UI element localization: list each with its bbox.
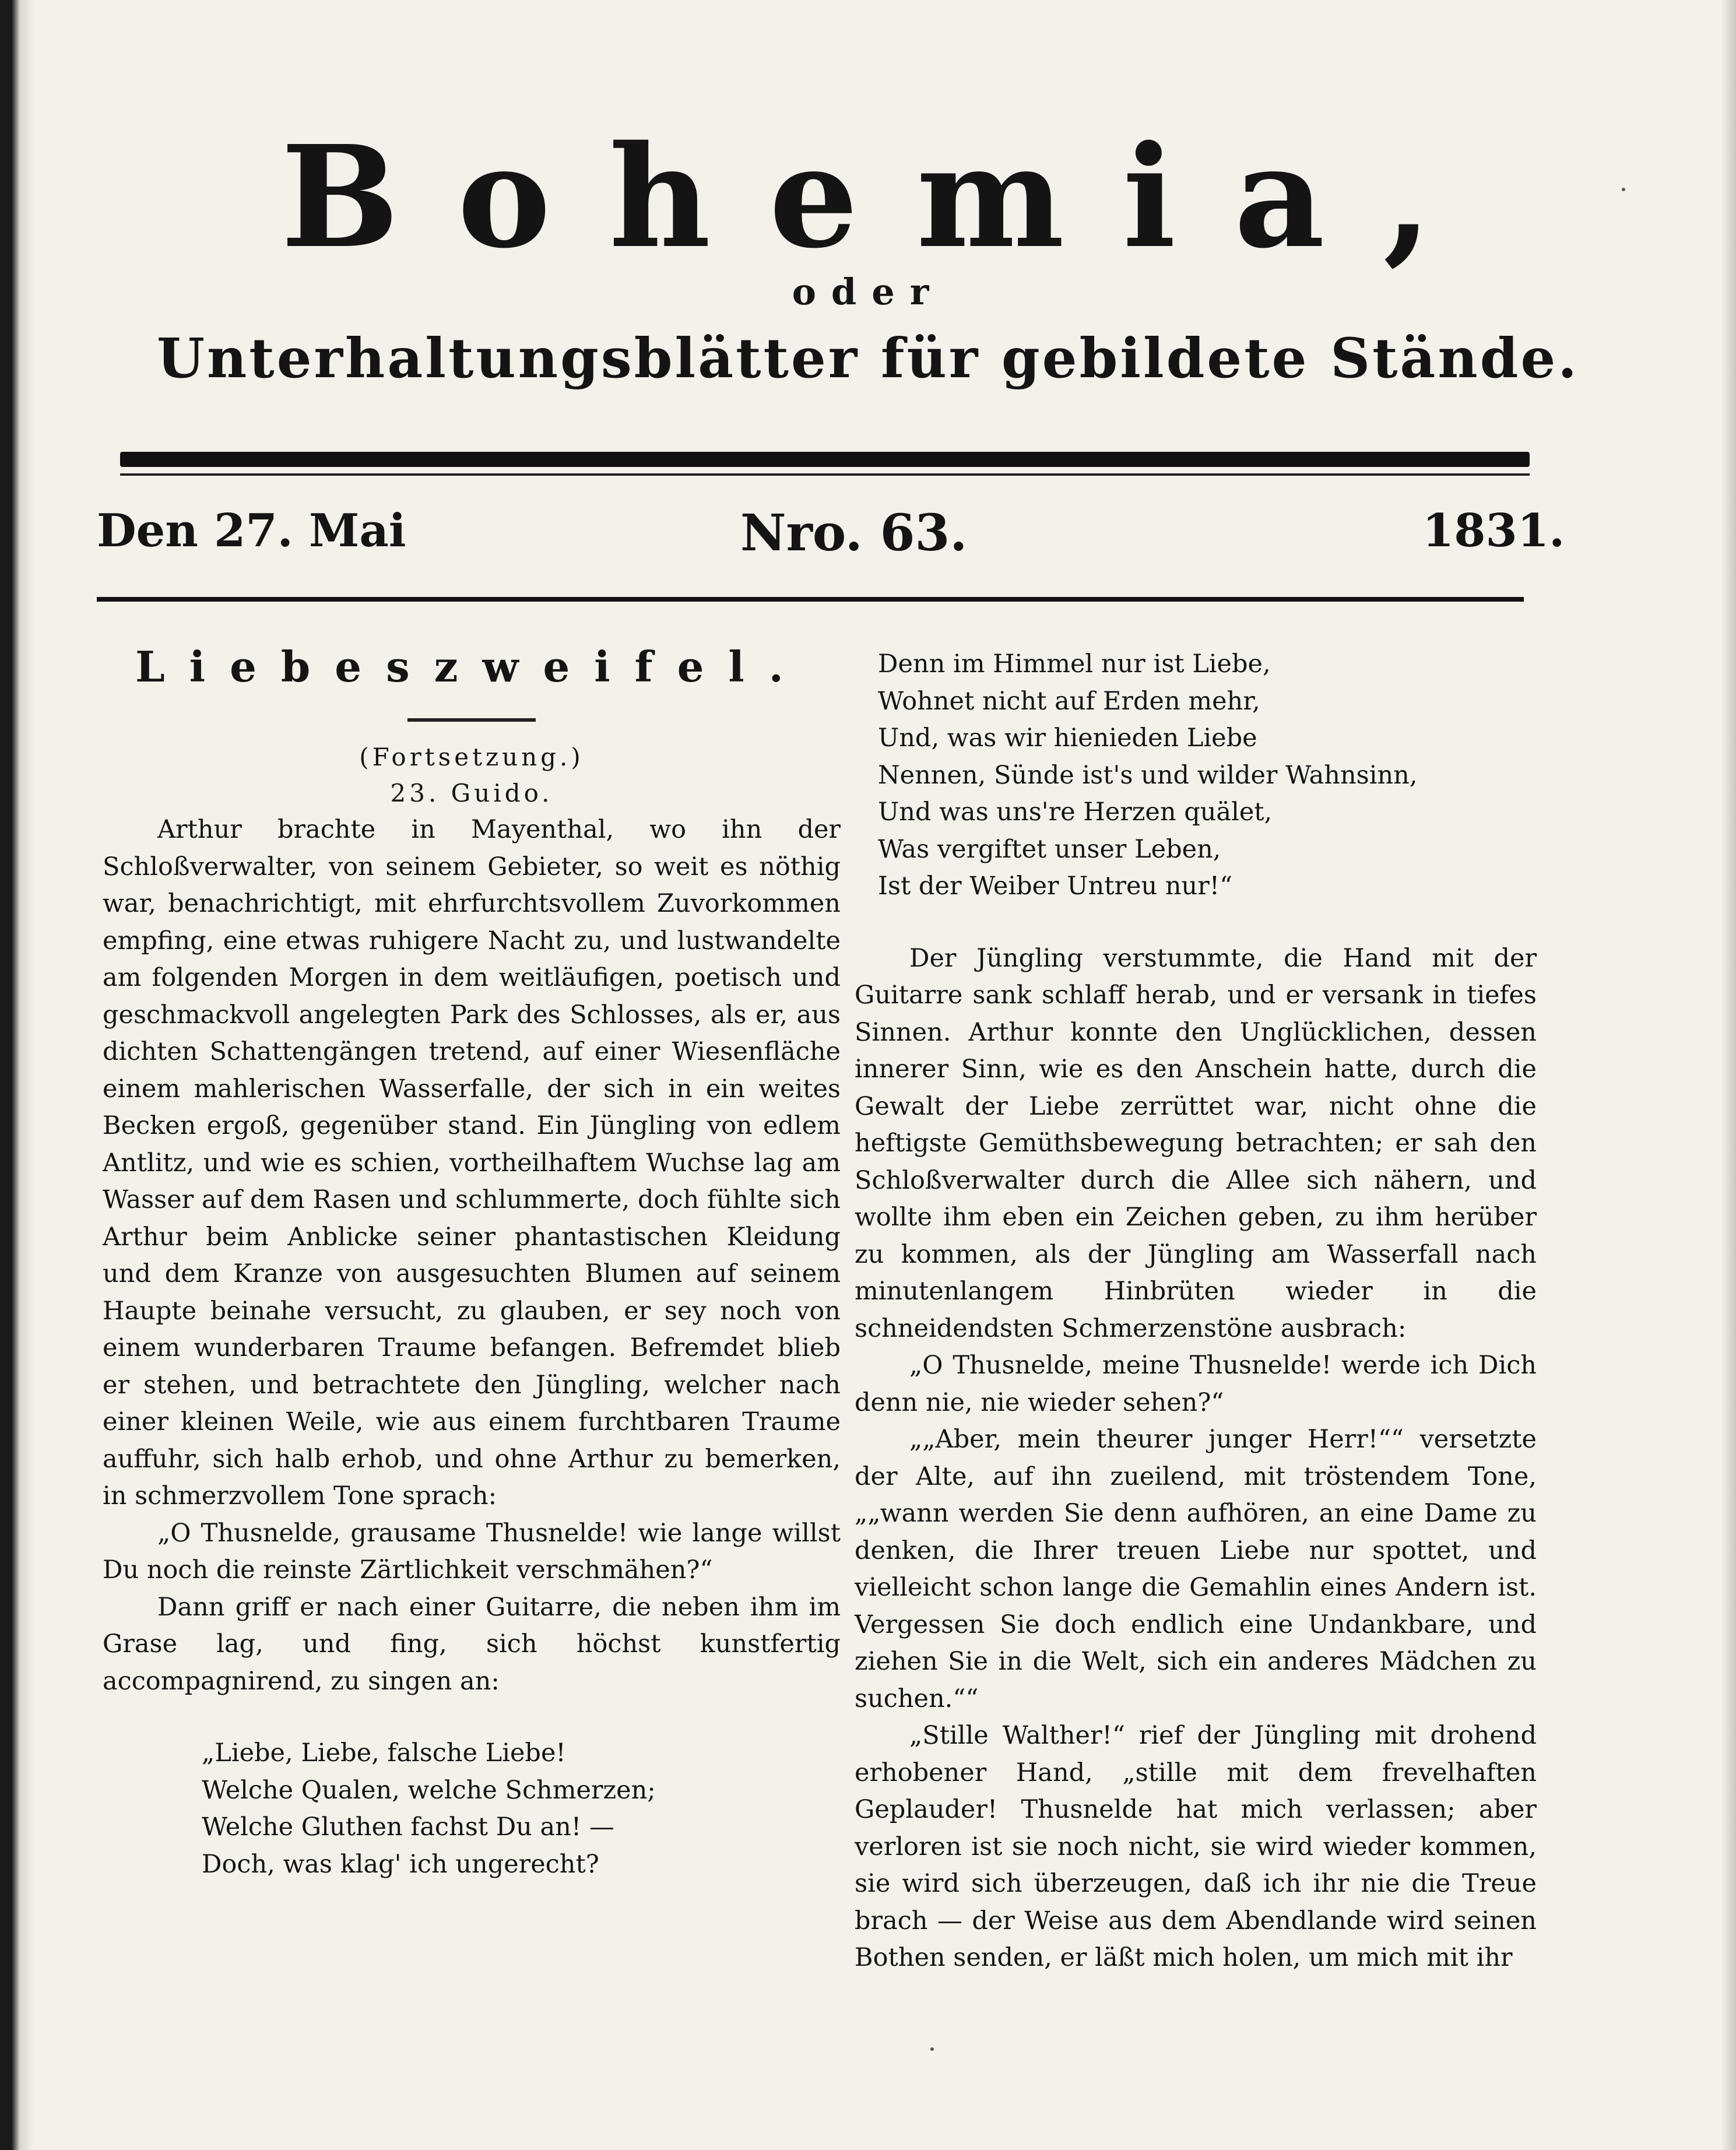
paragraph: „O Thusnelde, meine Thusnelde! werde ich Dich denn nie, nie wieder sehen?“ xyxy=(855,1351,1537,1417)
poem-line: Welche Gluthen fachst Du an! — xyxy=(202,1812,614,1842)
poem-line: Denn im Himmel nur ist Liebe, xyxy=(878,649,1271,679)
article-title: Liebeszweifel. xyxy=(135,642,808,691)
masthead-subtitle: Unterhaltungsblätter für gebildete Stände. xyxy=(156,326,1580,391)
column-left xyxy=(103,642,841,1883)
issue-year: 1831. xyxy=(1422,504,1565,557)
poem-line: Und was uns're Herzen quälet, xyxy=(878,798,1273,827)
poem-line: Doch, was klag' ich ungerecht? xyxy=(202,1849,599,1879)
masthead-rule-thin xyxy=(120,473,1530,476)
paragraph-gap xyxy=(855,905,1537,940)
header-rule-bottom xyxy=(97,597,1524,602)
article-continuation: (Fortsetzung.) xyxy=(359,743,584,771)
scan-edge-left xyxy=(0,0,34,2150)
paragraph: Dann griff er nach einer Guitarre, die neben ihm im Grase lag, und fing, sich höchst kunstfertig accompagnirend, zu singen an: xyxy=(103,1592,841,1696)
poem-right xyxy=(855,646,1537,905)
masthead-rule-thick xyxy=(120,452,1530,467)
poem-line: Nennen, Sünde ist's und wilder Wahnsinn, xyxy=(878,760,1418,790)
title-rule xyxy=(407,718,536,722)
poem-line: Was vergiftet unser Leben, xyxy=(878,834,1221,864)
poem-line: Und, was wir hienieden Liebe xyxy=(878,723,1257,753)
paragraph: „O Thusnelde, grausame Thusnelde! wie lange willst Du noch die reinste Zärtlichkeit verschmähen?“ xyxy=(103,1518,841,1585)
paragraph: Der Jüngling verstummte, die Hand mit der Guitarre sank schlaff herab, und er versank in tiefes Sinnen. Arthur konnte den Unglücklichen, dessen innerer Sinn, wie es den Anschein hatte, durch die Gewalt der Liebe zerrüttet war, nicht ohne die heftigste Gemüthsbewegung betrachten; er sah den Schloßverwalter durch die Allee sich nähern, und wollte ihm eben ein Zeichen geben, zu ihm herüber zu kommen, als der Jüngling am Wasserfall nach minutenlangem Hinbrüten wieder in die schneidendsten Schmerzenstöne ausbrach: xyxy=(855,943,1537,1343)
paragraph: Arthur brachte in Mayenthal, wo ihn der Schloßverwalter, von seinem Gebieter, so weit es nöthig war, benachrichtigt, mit ehrfurchtsvollem Zuvorkommen empfing, eine etwas ruhigere Nacht zu, und lustwandelte am folgenden Morgen in dem weitläufigen, poetisch und geschmackvoll angelegten Park des Schlosses, als er, aus dichten Schattengängen tretend, auf einer Wiesenfläche einem mahlerischen Wasserfalle, der sich in ein weites Becken ergoß, gegenüber stand. Ein Jüngling von edlem Antlitz, und wie es schien, vortheilhaftem Wuchse lag am Wasser auf dem Rasen und schlummerte, doch fühlte sich Arthur beim Anblicke seiner phantastischen Kleidung und dem Kranze von ausgesuchten Blumen auf seinem Haupte beinahe versucht, zu glauben, er sey noch von einem wunderbaren Traume befangen. Befremdet blieb er stehen, und betrachtete den Jüngling, welcher nach einer kleinen Weile, wie aus einem furchtbaren Traume auffuhr, sich halb erhob, und ohne Arthur zu bemerken, in schmerzvollem Tone sprach: xyxy=(103,815,841,1510)
scan-speck xyxy=(930,2047,934,2051)
poem-line: Wohnet nicht auf Erden mehr, xyxy=(878,686,1260,716)
paragraph: „Stille Walther!“ rief der Jüngling mit drohend erhobener Hand, „stille mit dem frevelhaften Geplauder! Thusnelde hat mich verlassen; aber verloren ist sie noch nicht, sie wird wieder kommen, sie wird sich überzeugen, daß ich ihr nie die Treue brach — der Weise aus dem Abendlande wird seinen Bothen senden, er läßt mich holen, um mich mit ihr xyxy=(855,1721,1537,1972)
scan-speck xyxy=(1622,188,1625,191)
poem-line: Welche Qualen, welche Schmerzen; xyxy=(202,1775,656,1805)
paragraph: „„Aber, mein theurer junger Herr!““ versetzte der Alte, auf ihn zueilend, mit tröstendem Tone, „„wann werden Sie denn aufhören, an eine Dame zu denken, die Ihrer treuen Liebe nur spottet, und vielleicht schon lange die Gemahlin eines Andern ist. Vergessen Sie doch endlich eine Undankbare, und ziehen Sie in die Welt, sich ein anderes Mädchen zu suchen.““ xyxy=(855,1425,1537,1713)
scan-edge-right xyxy=(1721,0,1736,2150)
column-right xyxy=(855,646,1537,1977)
masthead-oder: oder xyxy=(792,270,944,313)
poem-left xyxy=(103,1735,841,1883)
masthead-title: Bohemia, xyxy=(280,115,1491,279)
issue-date: Den 27. Mai xyxy=(97,504,406,557)
article-section-heading: 23. Guido. xyxy=(390,779,553,807)
poem-gap xyxy=(103,1700,841,1735)
poem-line: „Liebe, Liebe, falsche Liebe! xyxy=(202,1738,566,1768)
issue-number: Nro. 63. xyxy=(740,504,968,563)
poem-line: Ist der Weiber Untreu nur!“ xyxy=(878,872,1233,901)
